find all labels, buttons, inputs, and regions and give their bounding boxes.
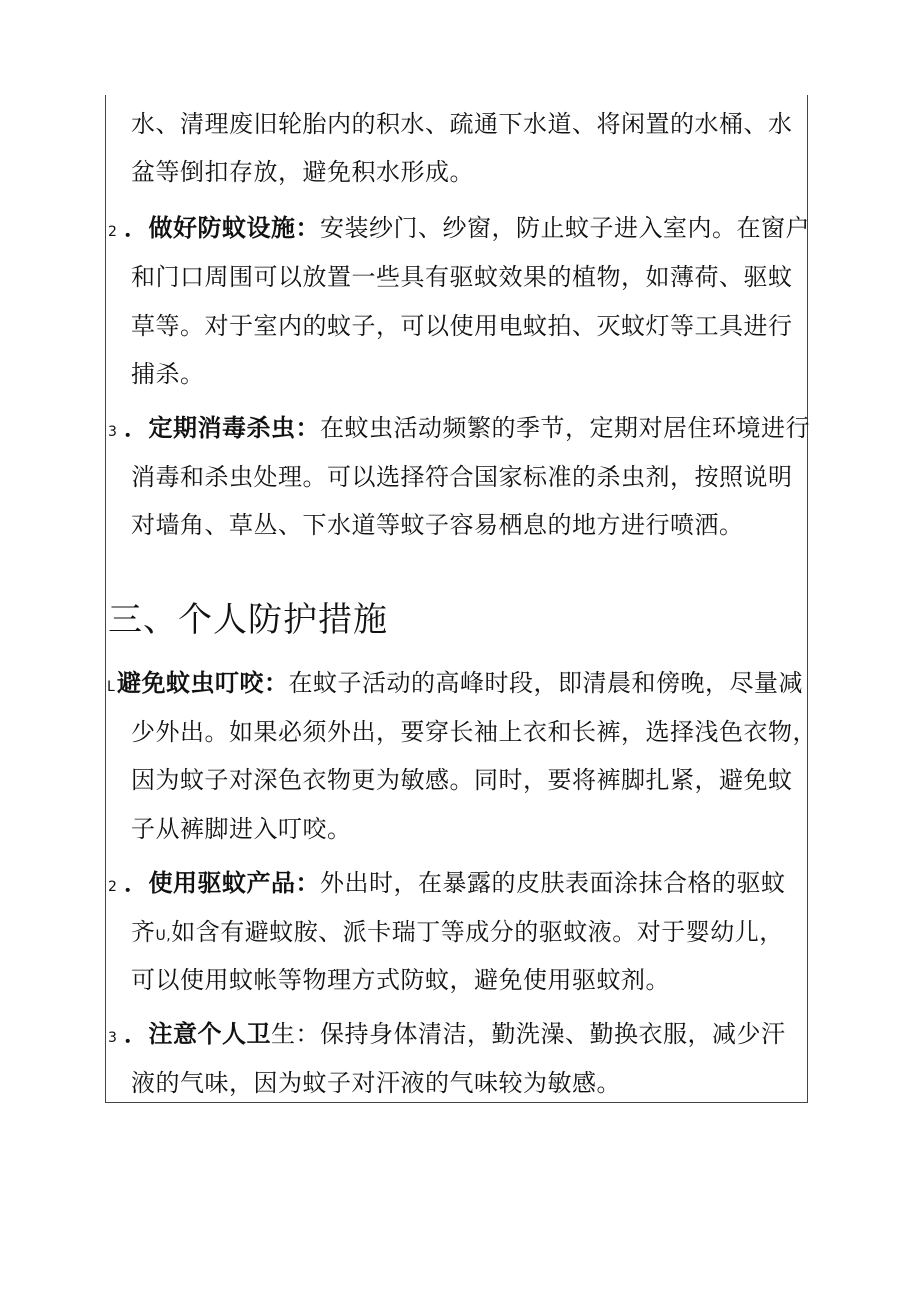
item-text: 外出时，在暴露的皮肤表面涂抹合格的驱蚊 [320,869,786,897]
list-marker: 2 [108,224,117,240]
list-marker: 3 [108,1030,117,1046]
item-title: 避免蚊虫叮咬： [117,669,289,697]
item-text: 安装纱门、纱窗，防止蚊子进入室内。在窗户 [320,214,810,242]
list-item-line: 可以使用蚊帐等物理方式防蚊，避免使用驱蚊剂。 [131,966,670,994]
list-item-line: 少外出。如果必须外出，要穿长袖上衣和长裤，选择浅色衣物， [131,718,817,746]
item-title: ．注意个人卫 [124,1020,271,1048]
list-marker: L [107,679,115,695]
list-item-first-line [124,212,810,244]
continuation-line-1: 水、清理废旧轮胎内的积水、疏通下水道、将闲置的水桶、水 [131,110,793,138]
item-title: ．使用驱蚊产品： [124,869,320,897]
line-small-fragment: U, [155,928,172,944]
list-item-first-line [124,867,786,899]
section-heading: 三、个人防护措施 [108,600,388,640]
list-item-line: 捕杀。 [131,360,205,388]
line-prefix: 齐 [131,918,156,946]
list-marker: 3 [108,424,117,440]
list-item-first-line [124,412,810,444]
item-text: 保持身体清洁，勤洗澡、勤换衣服，减少汗 [320,1020,786,1048]
list-item-line: 因为蚊子对深色衣物更为敏感。同时，要将裤脚扎紧，避免蚊 [131,766,793,794]
item-title: ．定期消毒杀虫： [124,414,320,442]
list-item-line: 液的气味，因为蚊子对汗液的气味较为敏感。 [131,1069,621,1097]
item-title: ．做好防蚊设施： [124,214,320,242]
list-item-line: 子从裤脚进入叮咬。 [131,815,352,843]
list-item-line: 和门口周围可以放置一些具有驱蚊效果的植物，如薄荷、驱蚊 [131,263,793,291]
list-item-line: 对墙角、草丛、下水道等蚊子容易栖息的地方进行喷洒。 [131,511,744,539]
continuation-line-2: 盆等倒扣存放，避免积水形成。 [131,158,474,186]
list-marker: 2 [108,879,117,895]
list-item-line: 消毒和杀虫处理。可以选择符合国家标准的杀虫剂，按照说明 [131,463,793,491]
list-item-first-line [117,667,803,699]
item-text: 在蚊子活动的高峰时段，即清晨和傍晚，尽量减 [288,669,803,697]
list-item-line [131,916,784,952]
line-text: 如含有避蚊胺、派卡瑞丁等成分的驱蚊液。对于婴幼儿， [171,918,784,946]
list-item-line: 草等。对于室内的蚊子，可以使用电蚊拍、灭蚊灯等工具进行 [131,312,793,340]
list-item-first-line [124,1018,786,1050]
item-title-rest: 生： [271,1020,320,1048]
item-text: 在蚊虫活动频繁的季节，定期对居住环境进行 [320,414,810,442]
